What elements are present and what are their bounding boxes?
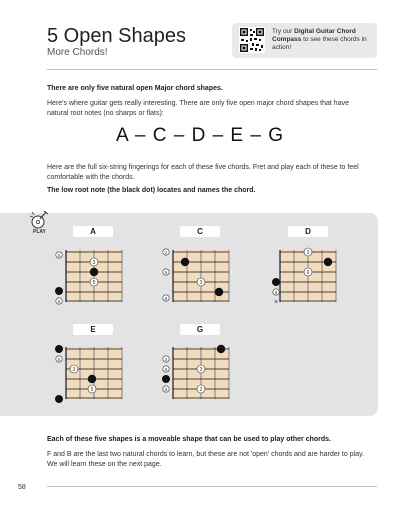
svg-text:5: 5 <box>92 280 96 286</box>
chord-label-a: A <box>73 226 113 237</box>
svg-text:3: 3 <box>199 367 203 373</box>
chord-diagram-e <box>54 343 126 405</box>
root-dot <box>162 375 170 383</box>
page-title: 5 Open Shapes <box>47 25 186 47</box>
svg-text:5: 5 <box>90 387 94 393</box>
root-dot <box>272 278 280 286</box>
f-and-b-paragraph: F and B are the last two natural chords to learn, but these are not 'open' chords and are harder to play. We will learn these on the next page. <box>47 451 364 468</box>
svg-text:6: 6 <box>57 299 61 304</box>
root-dot <box>55 287 63 295</box>
promo-text: Try our Digital Guitar Chord Compass to see these chords in action! <box>272 28 367 52</box>
finger-dot <box>324 258 332 266</box>
page-number: 58 <box>18 484 26 491</box>
svg-text:2: 2 <box>199 387 203 393</box>
footer-divider <box>47 486 377 487</box>
svg-text:5: 5 <box>164 387 168 392</box>
chord-diagram-d <box>268 246 340 308</box>
finger-dot <box>217 345 225 353</box>
fingering-paragraph: Here are the full six-string fingerings for each of these five chords. Fret and play each of these to feel comfortable with the chords. <box>47 164 359 181</box>
svg-text:5: 5 <box>57 357 61 362</box>
chord-label-d: D <box>288 226 328 237</box>
chord-label-e: E <box>73 324 113 335</box>
finger-dot <box>88 375 96 383</box>
root-note-note: The low root note (the black dot) locates and names the chord. <box>47 187 256 194</box>
svg-text:6: 6 <box>164 296 168 301</box>
chord-label-c: C <box>180 226 220 237</box>
muted-string-marker: × <box>273 299 279 306</box>
chord-diagram-g <box>161 343 233 405</box>
play-label: PLAY <box>33 229 46 235</box>
chord-compass-promo[interactable] <box>232 23 377 58</box>
chord-diagram-c <box>161 246 233 308</box>
root-dot <box>55 345 63 353</box>
intro-paragraph: Here's where guitar gets really interesting. There are only five open major chord shapes that have natural root notes (no sharps or flats): <box>47 100 349 117</box>
chord-diagram-a <box>54 246 126 308</box>
svg-text:3: 3 <box>72 367 76 373</box>
svg-text:3: 3 <box>164 357 168 362</box>
svg-text:5: 5 <box>164 270 168 275</box>
svg-text:2: 2 <box>164 250 168 255</box>
svg-text:5: 5 <box>274 290 278 295</box>
header-divider <box>47 69 377 70</box>
finger-dot <box>215 288 223 296</box>
svg-text:6: 6 <box>306 270 310 276</box>
svg-text:3: 3 <box>306 250 310 256</box>
finger-dot <box>90 268 98 276</box>
chord-label-g: G <box>180 324 220 335</box>
svg-text:5: 5 <box>57 253 61 258</box>
moveable-shape-heading: Each of these five shapes is a moveable shape that can be used to play other chords. <box>47 436 331 443</box>
root-dot <box>55 395 63 403</box>
page-subtitle: More Chords! <box>47 47 108 58</box>
svg-text:3: 3 <box>199 280 203 286</box>
root-dot <box>181 258 189 266</box>
svg-text:5: 5 <box>164 367 168 372</box>
natural-chords-list: A – C – D – E – G <box>115 125 285 146</box>
qr-code-icon[interactable] <box>239 27 265 53</box>
intro-heading: There are only five natural open Major chord shapes. <box>47 85 223 92</box>
svg-text:3: 3 <box>92 260 96 266</box>
